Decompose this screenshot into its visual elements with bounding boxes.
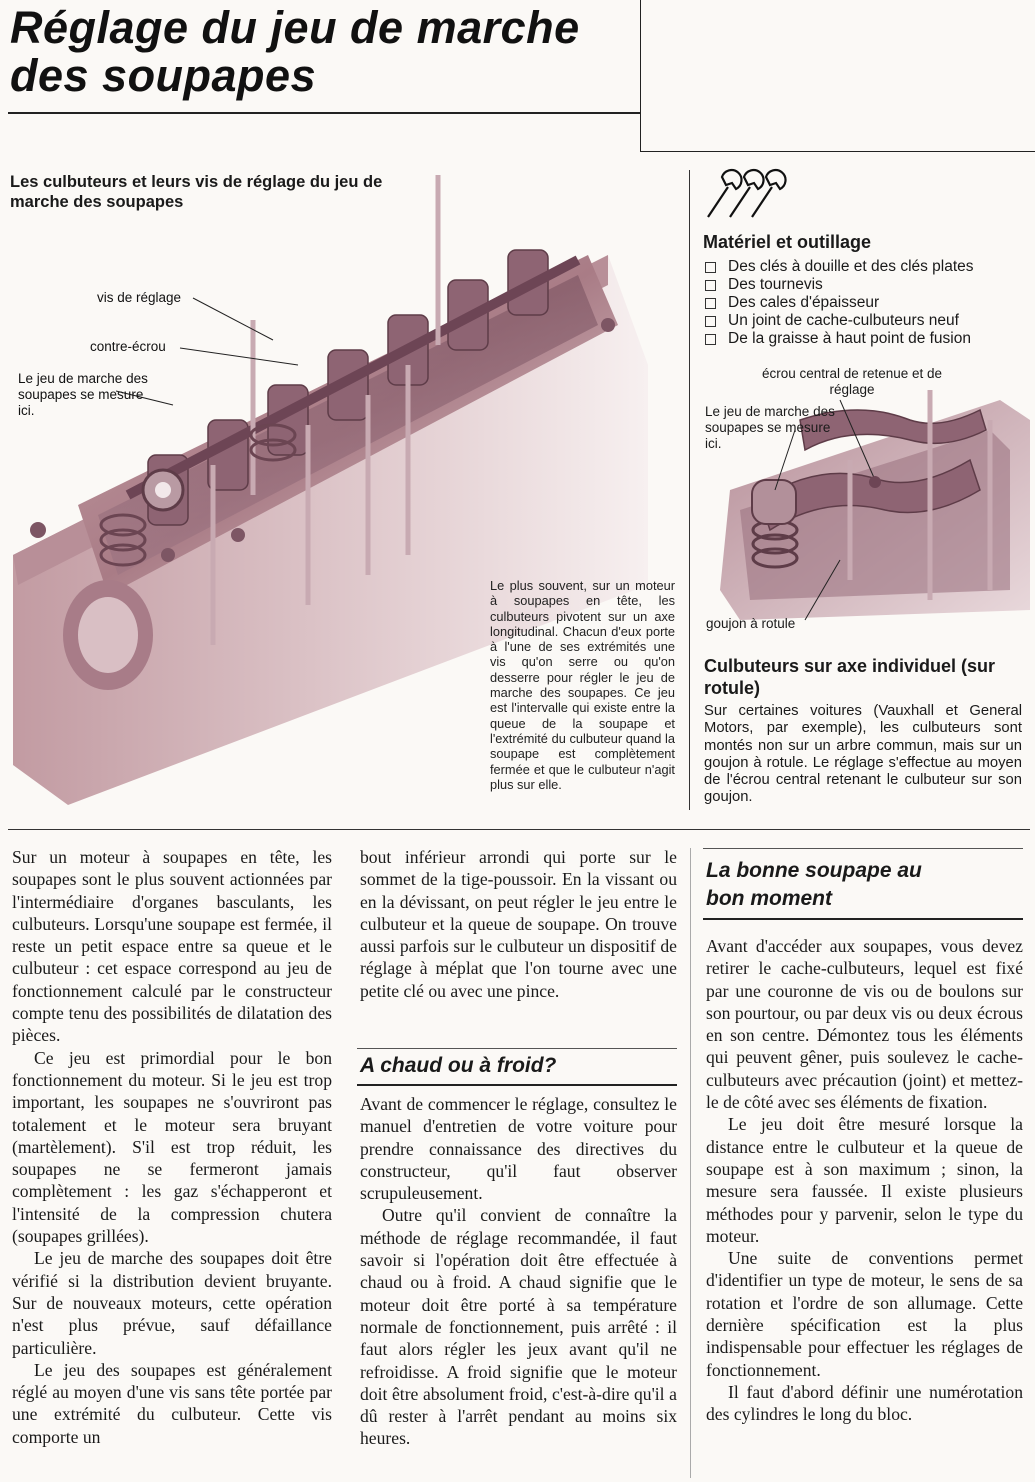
section-rule xyxy=(703,848,1023,849)
paragraph: Avant de commencer le réglage, consultez le manuel d'entretien de votre voiture pour prendre connaissance des directives du constructeur, qu'il faut observer scrupuleusement. xyxy=(360,1094,677,1204)
column-divider xyxy=(690,848,691,1478)
label-ecrou-central: écrou central de retenue et de réglage xyxy=(761,366,943,397)
paragraph: Le jeu de marche des soupapes doit être vérifié si la distribution devient bruyante. Sur de nouveaux moteurs, cette opération n'est plus prévue, sauf défaillance particulière. xyxy=(12,1248,332,1358)
figure-caption: Le plus souvent, sur un moteur à soupapes en tête, les culbuteurs pivotent sur un axe longitudinal. Chacun d'eux porte à l'une de ses extrémités une vis qu'on serre ou qu'on desserre pour régler le jeu de marche des soupapes. Ce jeu est l'intervalle qui existe entre la queue de la soupape et l'extrémité du culbuteur quand la soupape est complètement fermée et que le culbuteur n'agit plus sur elle. xyxy=(490,578,675,792)
paragraph: bout inférieur arrondi qui porte sur le sommet de la tige-poussoir. En la vissant ou en la dévissant, on peut régler le jeu entre le culbuteur et la queue de soupape. On trouve aussi parfois sur le culbuteur un dispositif de réglage à méplat que l'on tourne avec une petite clé ou avec une pince. xyxy=(360,847,677,1001)
section-heading-bonne-soupape: La bonne soupape au bon moment xyxy=(706,859,922,910)
section-rule xyxy=(357,1084,677,1086)
paragraph: Avant d'accéder aux soupapes, vous devez retirer le cache-culbuteurs, lequel est fixé par une couronne de vis ou de boulons sur son pourtour, ou par deux vis ou deux écrous en son centre. Démontez tous les éléments qui peuvent gêner, puis soulevez le cache-culbuteurs avec précaution (joint) et mettez-le de côté avec ses éléments de fixation. xyxy=(706,936,1023,1113)
wrenches-icon xyxy=(700,165,790,221)
checkbox-icon xyxy=(705,334,716,345)
page-title: Réglage du jeu de marche des soupapes xyxy=(10,2,580,101)
paragraph: Il faut d'abord définir une numérotation des cylindres le long du bloc. xyxy=(706,1381,1023,1425)
label-vis-reglage: vis de réglage xyxy=(97,290,182,305)
checkbox-icon xyxy=(705,298,716,309)
paragraph: Une suite de conventions permet d'identifier un type de moteur, le sens de sa rotation et l'ordre de son allumage. Cette dernière spécification est la plus indispensable pour effectuer les réglages de fonctionnement. xyxy=(706,1248,1023,1380)
paragraph: Le jeu doit être mesuré lorsque la distance entre le culbuteur et la queue de soupape est à son maximum ; sinon, la mesure sera faussée. Il existe plusieurs méthodes pour y parvenir, selon le type du moteur. xyxy=(706,1114,1023,1246)
section-rule xyxy=(357,1048,677,1049)
checkbox-icon xyxy=(705,280,716,291)
materiel-item xyxy=(705,276,974,294)
title-rule xyxy=(8,112,640,114)
rotule-title: Culbuteurs sur axe individuel (sur rotule) xyxy=(704,656,996,698)
materiel-item xyxy=(705,258,974,276)
column-divider xyxy=(689,170,690,810)
checkbox-icon xyxy=(705,262,716,273)
materiel-item-label: De la graisse à haut point de fusion xyxy=(728,330,971,347)
paragraph: Ce jeu est primordial pour le bon fonctionnement du moteur. Si le jeu est trop important, les soupapes ne s'ouvriront pas totalement et le moteur sera bruyant (martèlement). S'il est trop réduit, les soupapes ne se fermeront jamais complètement : les gaz s'échapperont et l'intensité de la compression chutera (soupapes grillées). xyxy=(12,1047,332,1247)
corner-rule xyxy=(640,0,641,152)
corner-rule-horizontal xyxy=(640,151,1035,152)
materiel-item xyxy=(705,312,974,330)
materiel-item-label: Des tournevis xyxy=(728,276,823,293)
paragraph: Sur un moteur à soupapes en tête, les soupapes sont le plus souvent actionnées par l'intermédiaire d'organes basculants, les culbuteurs. Lorsqu'une soupape est fermée, il reste un petit espace entre sa queue et le culbuteur : cet espace correspond au jeu de fonctionnement calculé par le constructeur compte tenu des possibilités de dilatation des pièces. xyxy=(12,847,332,1046)
materiel-item-label: Un joint de cache-culbuteurs neuf xyxy=(728,312,959,329)
label-jeu-mesure: Le jeu de marche des soupapes se mesure ici. xyxy=(18,371,148,418)
paragraph: Outre qu'il convient de connaître la méthode de réglage recommandée, il faut savoir si l'opération doit être effectuée à chaud ou à froid. A chaud signifie que le moteur doit être porté à sa température normale de fonctionnement, puis arrêté : il faut alors régler les jeux avant qu'il ne refroidisse. A froid signifie que le moteur doit être absolument froid, c'est-à-dire qu'il a dû rester à l'arrêt pendant au moins six heures. xyxy=(360,1205,677,1449)
materiel-title: Matériel et outillage xyxy=(703,232,872,252)
section-rule xyxy=(8,829,1030,830)
materiel-list xyxy=(705,258,974,348)
body-column-3 xyxy=(706,935,1023,1426)
section-heading-chaud: A chaud ou à froid? xyxy=(360,1054,557,1077)
label-rotule-jeu: Le jeu de marche des soupapes se mesure ici. xyxy=(705,404,835,451)
figure-heading: Les culbuteurs et leurs vis de réglage du jeu de marche des soupapes xyxy=(10,173,383,211)
body-column-2 xyxy=(360,846,677,1002)
materiel-item-label: Des cales d'épaisseur xyxy=(728,294,880,311)
label-goujon-rotule: goujon à rotule xyxy=(706,616,796,631)
paragraph: Le jeu des soupapes est généralement réglé au moyen d'une vis sans tête portée par une extrémité du culbuteur. Cette vis comporte un xyxy=(12,1359,332,1447)
materiel-item xyxy=(705,294,974,312)
rotule-text: Sur certaines voitures (Vauxhall et General Motors, par exemple), les culbuteurs sont montés non sur un arbre commun, mais sur un goujon à rotule. Le réglage s'effectue au moyen de l'écrou central retenant le culbuteur sur son goujon. xyxy=(704,703,1022,806)
body-column-1 xyxy=(12,846,332,1448)
materiel-item-label: Des clés à douille et des clés plates xyxy=(728,258,974,275)
checkbox-icon xyxy=(705,316,716,327)
materiel-item xyxy=(705,330,974,348)
section-rule xyxy=(703,918,1023,920)
body-column-2-chaud xyxy=(360,1093,677,1450)
label-contre-ecrou: contre-écrou xyxy=(90,339,166,354)
